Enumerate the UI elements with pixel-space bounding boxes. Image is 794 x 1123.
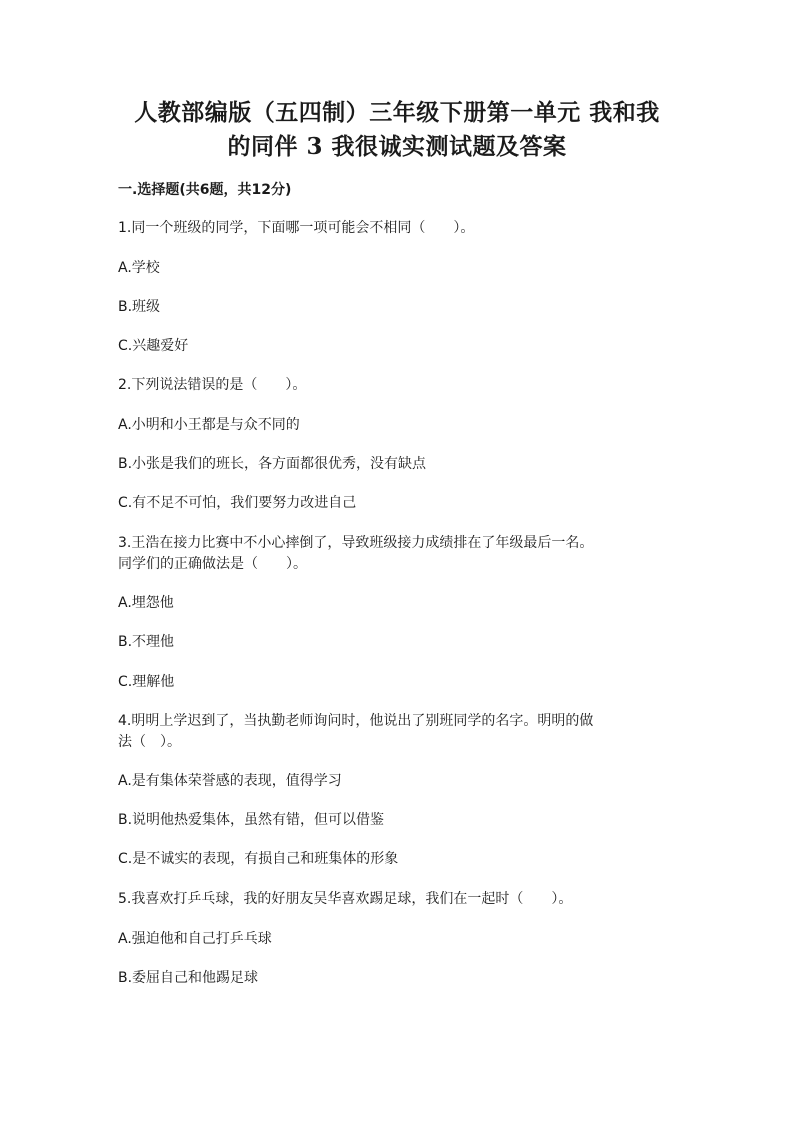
title-line-1: 人教部编版（五四制）三年级下册第一单元 我和我 [134,99,660,126]
question-4-line-2: 法（ ）。 [118,734,181,750]
question-1-option-a: A.学校 [118,260,160,276]
question-4-option-c: C.是不诚实的表现，有损自己和班集体的形象 [118,851,399,867]
question-2-option-a: A.小明和小王都是与众不同的 [118,417,300,433]
question-5: 5.我喜欢打乒乓球，我的好朋友吴华喜欢踢足球，我们在一起时（ ）。 [118,891,573,907]
document-title [100,96,694,164]
question-4-option-a: A.是有集体荣誉感的表现，值得学习 [118,773,342,789]
question-2-option-b: B.小张是我们的班长，各方面都很优秀，没有缺点 [118,456,427,472]
question-1-option-c: C.兴趣爱好 [118,338,189,354]
question-2-option-c: C.有不足不可怕，我们要努力改进自己 [118,495,357,511]
question-1-option-b: B.班级 [118,299,161,315]
question-3-option-c: C.理解他 [118,674,175,690]
question-5-option-a: A.强迫他和自己打乒乓球 [118,931,272,947]
question-3-line-2: 同学们的正确做法是（ ）。 [118,556,307,572]
question-2: 2.下列说法错误的是（ ）。 [118,377,307,393]
question-5-option-b: B.委屈自己和他踢足球 [118,970,259,986]
question-1: 1.同一个班级的同学，下面哪一项可能会不相同（ ）。 [118,220,475,236]
question-3-option-b: B.不理他 [118,634,175,650]
question-4-line-1: 4.明明上学迟到了，当执勤老师询问时，他说出了别班同学的名字。明明的做 [118,713,594,729]
title-line-2: 的同伴 3 我很诚实测试题及答案 [227,133,567,160]
question-4-option-b: B.说明他热爱集体，虽然有错，但可以借鉴 [118,812,385,828]
section-heading: 一.选择题(共6题，共12分) [118,182,292,198]
question-3-option-a: A.埋怨他 [118,595,174,611]
question-3-line-1: 3.王浩在接力比赛中不小心摔倒了，导致班级接力成绩排在了年级最后一名。 [118,535,594,551]
